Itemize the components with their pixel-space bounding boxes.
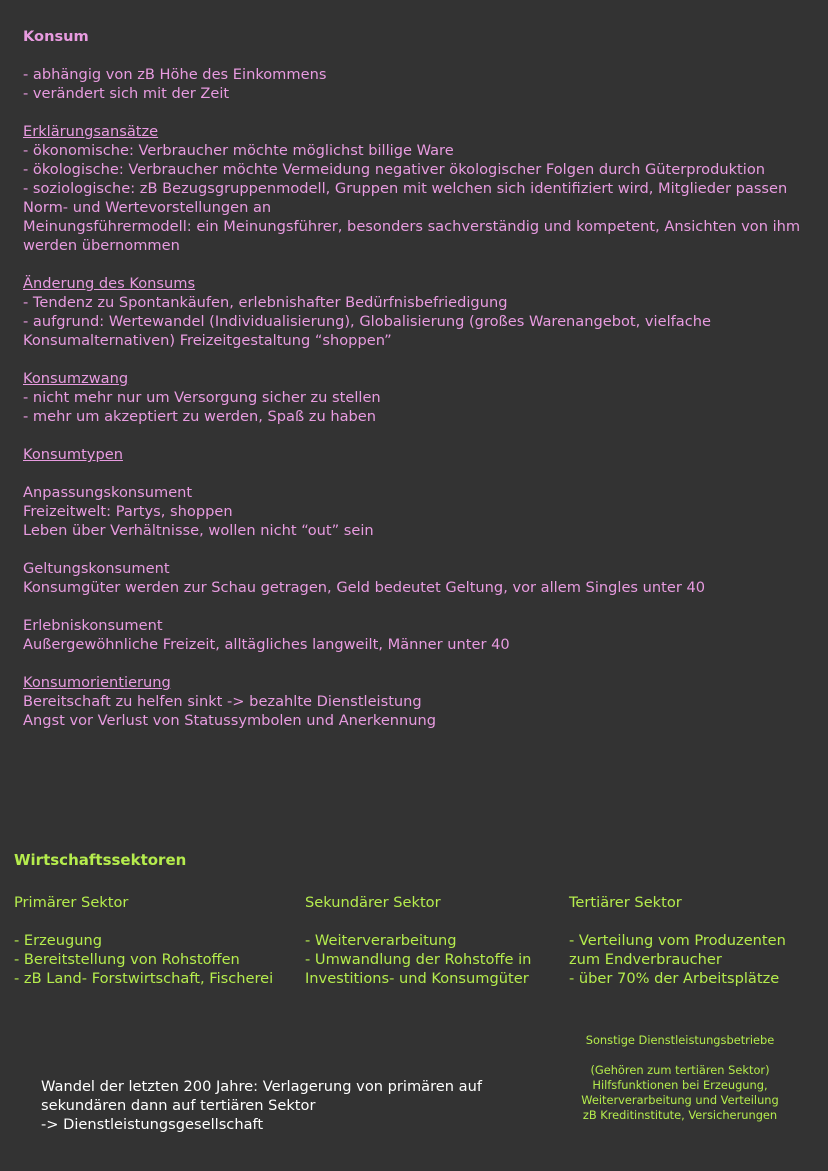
tertiaer-heading: Tertiärer Sektor [569,894,682,911]
zwang-line: - nicht mehr nur um Versorgung sicher zu stellen [23,389,381,406]
erklaerung-line: - ökonomische: Verbraucher möchte möglichst billige Ware [23,142,454,159]
primaer-line: - Erzeugung [14,932,103,949]
aenderung-line: - aufgrund: Wertewandel (Individualisierung), Globalisierung (großes Warenangebot, vielfache Konsumalternativen) Freizeitgestaltung “shoppen” [23,313,711,349]
typen-heading: Konsumtypen [23,446,123,463]
konsum-section [23,27,813,730]
primaer-line: - Bereitstellung von Rohstoffen [14,951,240,968]
konsum-intro-line: - abhängig von zB Höhe des Einkommens [23,66,327,83]
geltung-line: Geltungskonsument [23,560,170,577]
erklaerung-heading: Erklärungsansätze [23,123,159,140]
aenderung-line: - Tendenz zu Spontankäufen, erlebnishafter Bedürfnisbefriedigung [23,294,508,311]
sonstige-line: Hilfsfunktionen bei Erzeugung, Weiterverarbeitung und Verteilung [581,1078,779,1107]
sekundaer-line: - Umwandlung der Rohstoffe in Investitions- und Konsumgüter [305,951,532,987]
orientierung-line: Angst vor Verlust von Statussymbolen und Anerkennung [23,712,437,729]
erlebnis-line: Außergewöhnliche Freizeit, alltägliches langweilt, Männer unter 40 [23,636,510,653]
primaer-line: - zB Land- Forstwirtschaft, Fischerei [14,970,274,987]
anpassung-line: Anpassungskonsument [23,484,193,501]
anpassung-line: Leben über Verhältnisse, wollen nicht “out” sein [23,522,374,539]
wandel-line: Wandel der letzten 200 Jahre: Verlagerung von primären auf sekundären dann auf tertiären Sektor [41,1078,482,1114]
wandel-text [41,1077,521,1134]
aenderung-heading: Änderung des Konsums [23,275,196,292]
primaer-column [14,893,299,988]
geltung-line: Konsumgüter werden zur Schau getragen, Geld bedeutet Geltung, vor allem Singles unter 40 [23,579,706,596]
orientierung-line: Bereitschaft zu helfen sinkt -> bezahlte Dienstleistung [23,693,422,710]
sekundaer-column [305,893,560,988]
sonstige-title: Sonstige Dienstleistungsbetriebe [585,1033,775,1047]
tertiaer-line: - Verteilung vom Produzenten zum Endverbraucher [569,932,786,968]
sektoren-title: Wirtschaftssektoren [14,851,187,869]
erlebnis-line: Erlebniskonsument [23,617,163,634]
sonstige-line: (Gehören zum tertiären Sektor) [590,1063,770,1077]
wandel-line: -> Dienstleistungsgesellschaft [41,1116,264,1133]
zwang-line: - mehr um akzeptiert zu werden, Spaß zu haben [23,408,377,425]
sonstige-box [568,1033,792,1123]
orientierung-heading: Konsumorientierung [23,674,171,691]
sonstige-line: zB Kreditinstitute, Versicherungen [582,1108,778,1122]
tertiaer-column [569,893,814,988]
zwang-heading: Konsumzwang [23,370,129,387]
erklaerung-line: - soziologische: zB Bezugsgruppenmodell, Gruppen mit welchen sich identifiziert wird, Mitglieder passen Norm- und Wertevorstellungen an [23,180,788,216]
konsum-intro-line: - verändert sich mit der Zeit [23,85,230,102]
konsum-title: Konsum [23,28,89,45]
anpassung-line: Freizeitwelt: Partys, shoppen [23,503,233,520]
tertiaer-line: - über 70% der Arbeitsplätze [569,970,780,987]
sekundaer-line: - Weiterverarbeitung [305,932,457,949]
erklaerung-line: - ökologische: Verbraucher möchte Vermeidung negativer ökologischer Folgen durch Güterproduktion [23,161,766,178]
sekundaer-heading: Sekundärer Sektor [305,894,441,911]
erklaerung-line: Meinungsführermodell: ein Meinungsführer, besonders sachverständig und kompetent, Ansichten von ihm werden übernommen [23,218,801,254]
primaer-heading: Primärer Sektor [14,894,129,911]
